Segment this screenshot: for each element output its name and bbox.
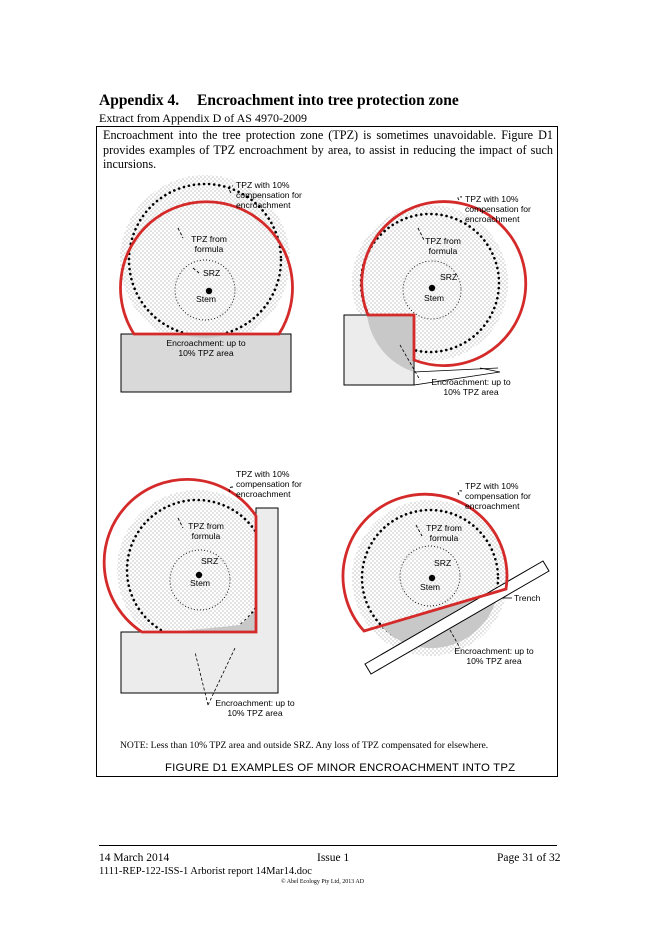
label-line: compensation for (236, 189, 302, 200)
label-line: TPZ from (188, 521, 224, 531)
intro-paragraph: Encroachment into the tree protection zone (TPZ) is sometimes unavoidable. Figure D1 provides examples of TPZ encroachment by area, to assist in reducing the impact of such incursions. (103, 128, 553, 171)
label-line: compensation for (236, 478, 302, 489)
label-srz: SRZ (440, 272, 458, 282)
label-tpz-formula (181, 522, 231, 542)
label-tpz-compensation (236, 470, 302, 499)
label-line: formula (429, 532, 459, 543)
label-line: TPZ with 10% (236, 469, 290, 479)
figure-note: NOTE: Less than 10% TPZ area and outside SRZ. Any loss of TPZ compensated for elsewhere. (120, 740, 489, 751)
label-line: encroachment (465, 500, 520, 511)
footer-copyright: © Abel Ecology Pty Ltd, 2013 AD (281, 879, 365, 885)
label-line: encroachment (236, 199, 291, 210)
label-line: TPZ from (191, 234, 227, 244)
stem-dot (429, 575, 435, 581)
label-stem: Stem (190, 578, 211, 588)
label-tpz-compensation (465, 482, 531, 511)
label-line: Encroachment: up to (431, 377, 511, 387)
label-tpz-formula (419, 524, 469, 544)
label-encroachment (447, 647, 541, 667)
label-line: 10% TPZ area (443, 386, 499, 397)
label-tpz-compensation (236, 181, 302, 210)
label-line: TPZ with 10% (465, 481, 519, 491)
label-line: encroachment (236, 488, 291, 499)
label-encroachment (424, 378, 518, 398)
label-encroachment (208, 699, 302, 719)
label-line: formula (191, 530, 221, 541)
label-stem: Stem (196, 294, 217, 304)
label-trench: Trench (514, 593, 541, 603)
label-line: formula (194, 243, 224, 254)
label-line: Encroachment: up to (215, 698, 295, 708)
label-line: 10% TPZ area (227, 707, 283, 718)
label-srz: SRZ (203, 268, 221, 278)
label-tpz-formula (184, 235, 234, 255)
figure-caption: FIGURE D1 EXAMPLES OF MINOR ENCROACHMENT INTO TPZ (165, 762, 516, 774)
label-line: 10% TPZ area (466, 655, 522, 666)
appendix-number: Appendix 4. (99, 92, 180, 109)
label-stem: Stem (424, 293, 445, 303)
label-line: encroachment (465, 213, 520, 224)
label-line: compensation for (465, 490, 531, 501)
stem-dot (429, 285, 435, 291)
label-srz: SRZ (434, 558, 452, 568)
label-line: compensation for (465, 203, 531, 214)
label-line: TPZ with 10% (465, 194, 519, 204)
label-line: Encroachment: up to (166, 338, 246, 348)
label-srz: SRZ (201, 556, 219, 566)
diagram-l-shaped-encroachment (104, 479, 278, 705)
label-encroachment (160, 339, 252, 359)
label-line: Encroachment: up to (454, 646, 534, 656)
footer-page-number: Page 31 of 32 (497, 852, 561, 864)
footer-issue: Issue 1 (317, 852, 350, 864)
footer-date: 14 March 2014 (99, 852, 170, 864)
footer-divider (99, 845, 557, 846)
diagram-corner-encroachment (344, 197, 526, 385)
extract-subheading: Extract from Appendix D of AS 4970-2009 (99, 111, 307, 125)
label-tpz-formula (418, 237, 468, 257)
label-stem: Stem (420, 582, 441, 592)
label-tpz-compensation (465, 195, 531, 224)
label-line: TPZ from (425, 236, 461, 246)
label-line: 10% TPZ area (178, 347, 234, 358)
label-line: formula (428, 245, 458, 256)
footer-document-name: 1111-REP-122-ISS-1 Arborist report 14Mar14.doc (99, 866, 312, 877)
label-line: TPZ with 10% (236, 180, 290, 190)
appendix-title: Encroachment into tree protection zone (197, 92, 459, 109)
label-line: TPZ from (426, 523, 462, 533)
